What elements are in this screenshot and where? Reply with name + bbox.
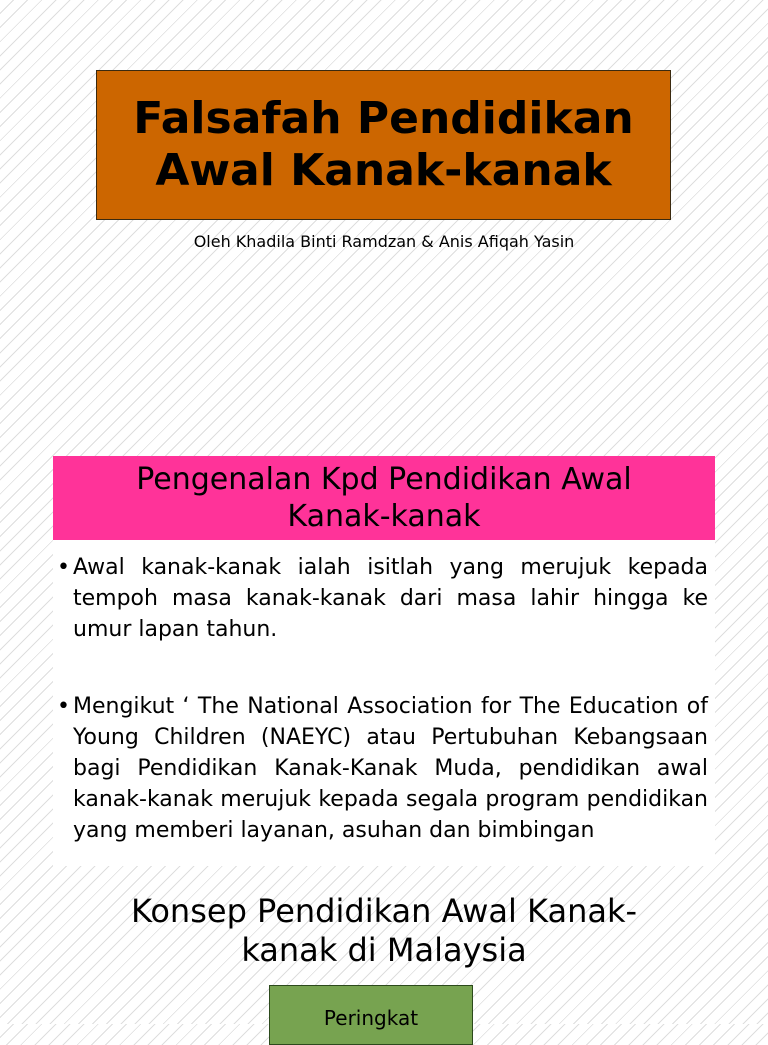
peringkat-label: Peringkat — [323, 1006, 419, 1030]
section-heading-line-2: Kanak-kanak — [287, 499, 481, 534]
author-line: Oleh Khadila Binti Ramdzan & Anis Afiqah Yasin — [193, 232, 575, 251]
section-heading-line-1: Pengenalan Kpd Pendidikan Awal — [136, 462, 632, 497]
peringkat-box — [269, 985, 473, 1045]
slide-title-line-1: Falsafah Pendidikan — [133, 93, 634, 144]
bullet-item — [57, 691, 708, 846]
section-heading — [136, 461, 632, 535]
title-box — [96, 70, 671, 220]
bullet-text: Mengikut ‘ The National Association for The Education of Young Children (NAEYC) atau Pertubuhan Kebangsaan bagi Pendidikan Kanak-Kanak Muda, pendidikan awal kanak-kanak merujuk kepada segala program pendidikan yang memberi layanan, asuhan dan bimbingan — [73, 694, 708, 843]
bullet-text: Awal kanak-kanak ialah isitlah yang merujuk kepada tempoh masa kanak-kanak dari masa lahir hingga ke umur lapan tahun. — [73, 555, 708, 642]
bullet-icon: • — [57, 555, 70, 580]
slide-title — [133, 93, 633, 197]
konsep-heading — [0, 892, 768, 970]
konsep-heading-line-2: kanak di Malaysia — [241, 931, 527, 969]
section-heading-box — [53, 456, 715, 540]
content-area — [53, 540, 715, 866]
bullet-item — [57, 552, 708, 645]
bullet-icon: • — [57, 694, 70, 719]
slide-title-line-2: Awal Kanak-kanak — [155, 145, 612, 196]
konsep-heading-line-1: Konsep Pendidikan Awal Kanak- — [130, 892, 638, 930]
